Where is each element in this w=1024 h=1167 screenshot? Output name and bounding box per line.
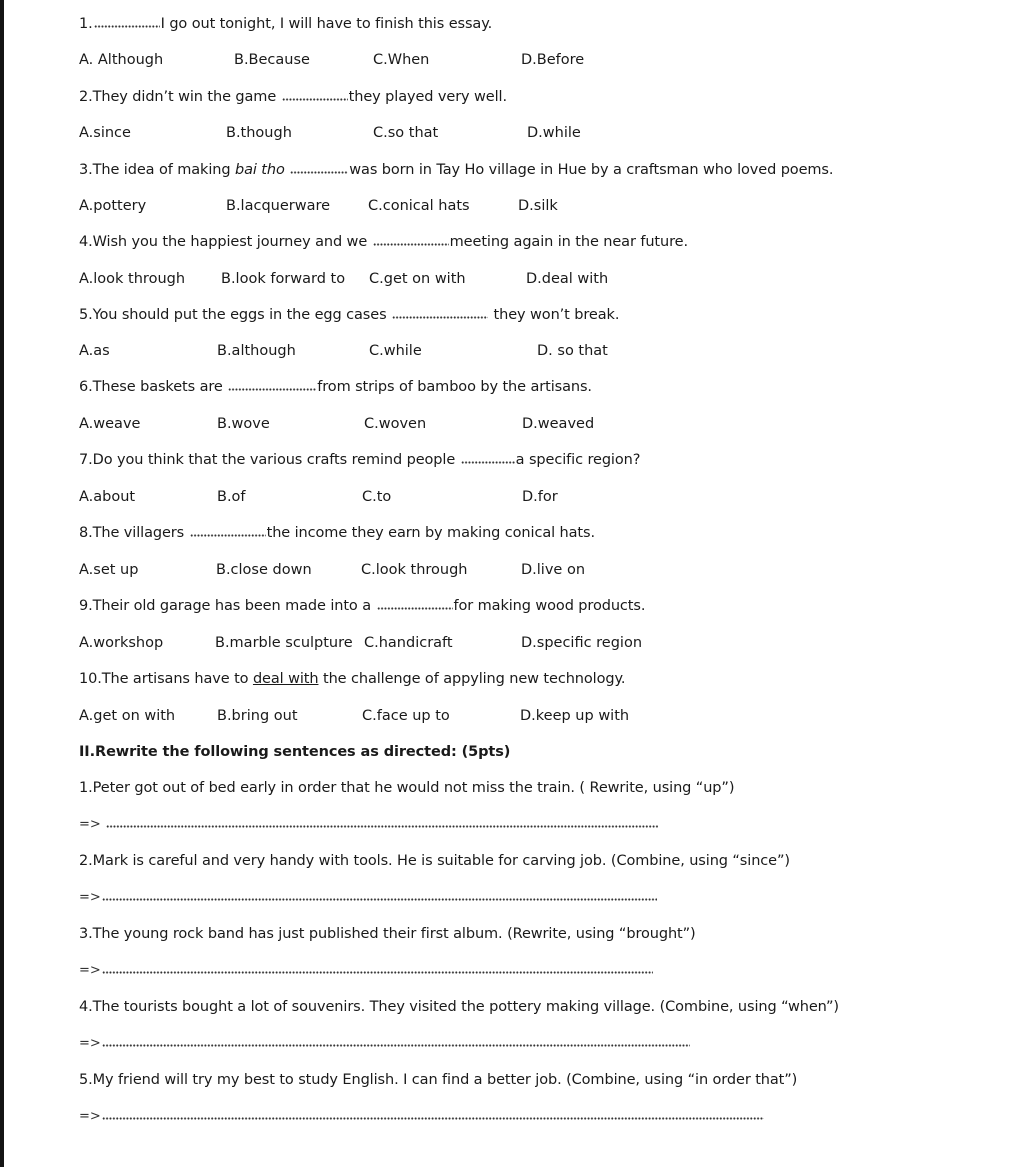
option-a[interactable]: A.get on with — [79, 708, 176, 724]
option-b[interactable]: B.though — [226, 125, 292, 141]
option-a[interactable]: A. Although — [79, 52, 164, 68]
option-b[interactable]: B.wove — [217, 416, 270, 432]
blank — [373, 243, 449, 246]
option-a[interactable]: A.workshop — [79, 635, 164, 651]
question-8: 8.The villagers the income they earn by making conical hats. — [79, 525, 595, 541]
option-b[interactable]: B.marble sculpture — [215, 635, 353, 651]
blank — [377, 607, 453, 610]
answer-blank — [102, 971, 653, 974]
answer-blank — [106, 825, 658, 828]
question-1: 1. I go out tonight, I will have to finish this essay. — [79, 16, 493, 32]
question-3: 3.The idea of making bai tho was born in Tay Ho village in Hue by a craftsman who loved poems. — [79, 162, 834, 178]
blank — [228, 388, 316, 391]
answer-line-5[interactable]: => — [79, 1108, 765, 1126]
answer-line-4[interactable]: => — [79, 1035, 691, 1053]
option-d[interactable]: D.deal with — [526, 271, 609, 287]
option-d[interactable]: D.for — [522, 489, 558, 505]
question-6: 6.These baskets are from strips of bamboo by the artisans. — [79, 379, 592, 395]
option-d[interactable]: D.weaved — [522, 416, 595, 432]
option-a[interactable]: A.set up — [79, 562, 139, 578]
blank — [290, 171, 348, 174]
rewrite-item-3: 3.The young rock band has just published their first album. (Rewrite, using “brought”) — [79, 926, 696, 942]
question-5: 5.You should put the eggs in the egg cases they won’t break. — [79, 307, 620, 323]
option-d[interactable]: D.keep up with — [520, 708, 630, 724]
rewrite-item-5: 5.My friend will try my best to study English. I can find a better job. (Combine, using “in order that”) — [79, 1072, 798, 1088]
option-c[interactable]: C.look through — [361, 562, 468, 578]
rewrite-item-4: 4.The tourists bought a lot of souvenirs. They visited the pottery making village. (Combine, using “when”) — [79, 999, 839, 1015]
option-a[interactable]: A.as — [79, 343, 110, 359]
blank — [190, 534, 266, 537]
option-c[interactable]: C.while — [369, 343, 422, 359]
option-c[interactable]: C.so that — [373, 125, 439, 141]
option-d[interactable]: D.live on — [521, 562, 586, 578]
option-a[interactable]: A.look through — [79, 271, 186, 287]
question-10: 10.The artisans have to deal with the challenge of appyling new technology. — [79, 671, 626, 687]
option-c[interactable]: C.handicraft — [364, 635, 453, 651]
rewrite-item-1: 1.Peter got out of bed early in order that he would not miss the train. ( Rewrite, using “up”) — [79, 780, 735, 796]
blank — [94, 25, 160, 28]
option-a[interactable]: A.pottery — [79, 198, 147, 214]
option-d[interactable]: D. so that — [537, 343, 608, 359]
option-a[interactable]: A.since — [79, 125, 131, 141]
option-c[interactable]: C.face up to — [362, 708, 450, 724]
option-c[interactable]: C.to — [362, 489, 392, 505]
question-9: 9.Their old garage has been made into a for making wood products. — [79, 598, 646, 614]
option-d[interactable]: D.while — [527, 125, 581, 141]
option-b[interactable]: B.although — [217, 343, 296, 359]
option-c[interactable]: C.get on with — [369, 271, 466, 287]
answer-blank — [102, 898, 657, 901]
option-b[interactable]: B.look forward to — [221, 271, 346, 287]
blank — [282, 98, 348, 101]
question-4: 4.Wish you the happiest journey and we meeting again in the near future. — [79, 234, 688, 250]
question-2: 2.They didn’t win the game they played very well. — [79, 89, 507, 105]
blank — [392, 316, 488, 319]
answer-line-1[interactable]: => — [79, 816, 659, 834]
option-b[interactable]: B.of — [217, 489, 246, 505]
answer-line-3[interactable]: => — [79, 962, 654, 980]
answer-blank — [102, 1044, 690, 1047]
option-d[interactable]: D.silk — [518, 198, 558, 214]
blank — [461, 461, 515, 464]
answer-line-2[interactable]: => — [79, 889, 658, 907]
option-c[interactable]: C.When — [373, 52, 430, 68]
option-b[interactable]: B.lacquerware — [226, 198, 331, 214]
rewrite-item-2: 2.Mark is careful and very handy with tools. He is suitable for carving job. (Combine, using “since”) — [79, 853, 790, 869]
option-a[interactable]: A.weave — [79, 416, 141, 432]
option-c[interactable]: C.conical hats — [368, 198, 470, 214]
option-b[interactable]: B.bring out — [217, 708, 298, 724]
option-d[interactable]: D.specific region — [521, 635, 643, 651]
option-b[interactable]: B.Because — [234, 52, 310, 68]
option-d[interactable]: D.Before — [521, 52, 585, 68]
section-heading: II.Rewrite the following sentences as directed: (5pts) — [79, 744, 511, 760]
answer-blank — [102, 1117, 764, 1120]
option-c[interactable]: C.woven — [364, 416, 427, 432]
option-a[interactable]: A.about — [79, 489, 136, 505]
option-b[interactable]: B.close down — [216, 562, 312, 578]
question-7: 7.Do you think that the various crafts remind people a specific region? — [79, 452, 641, 468]
